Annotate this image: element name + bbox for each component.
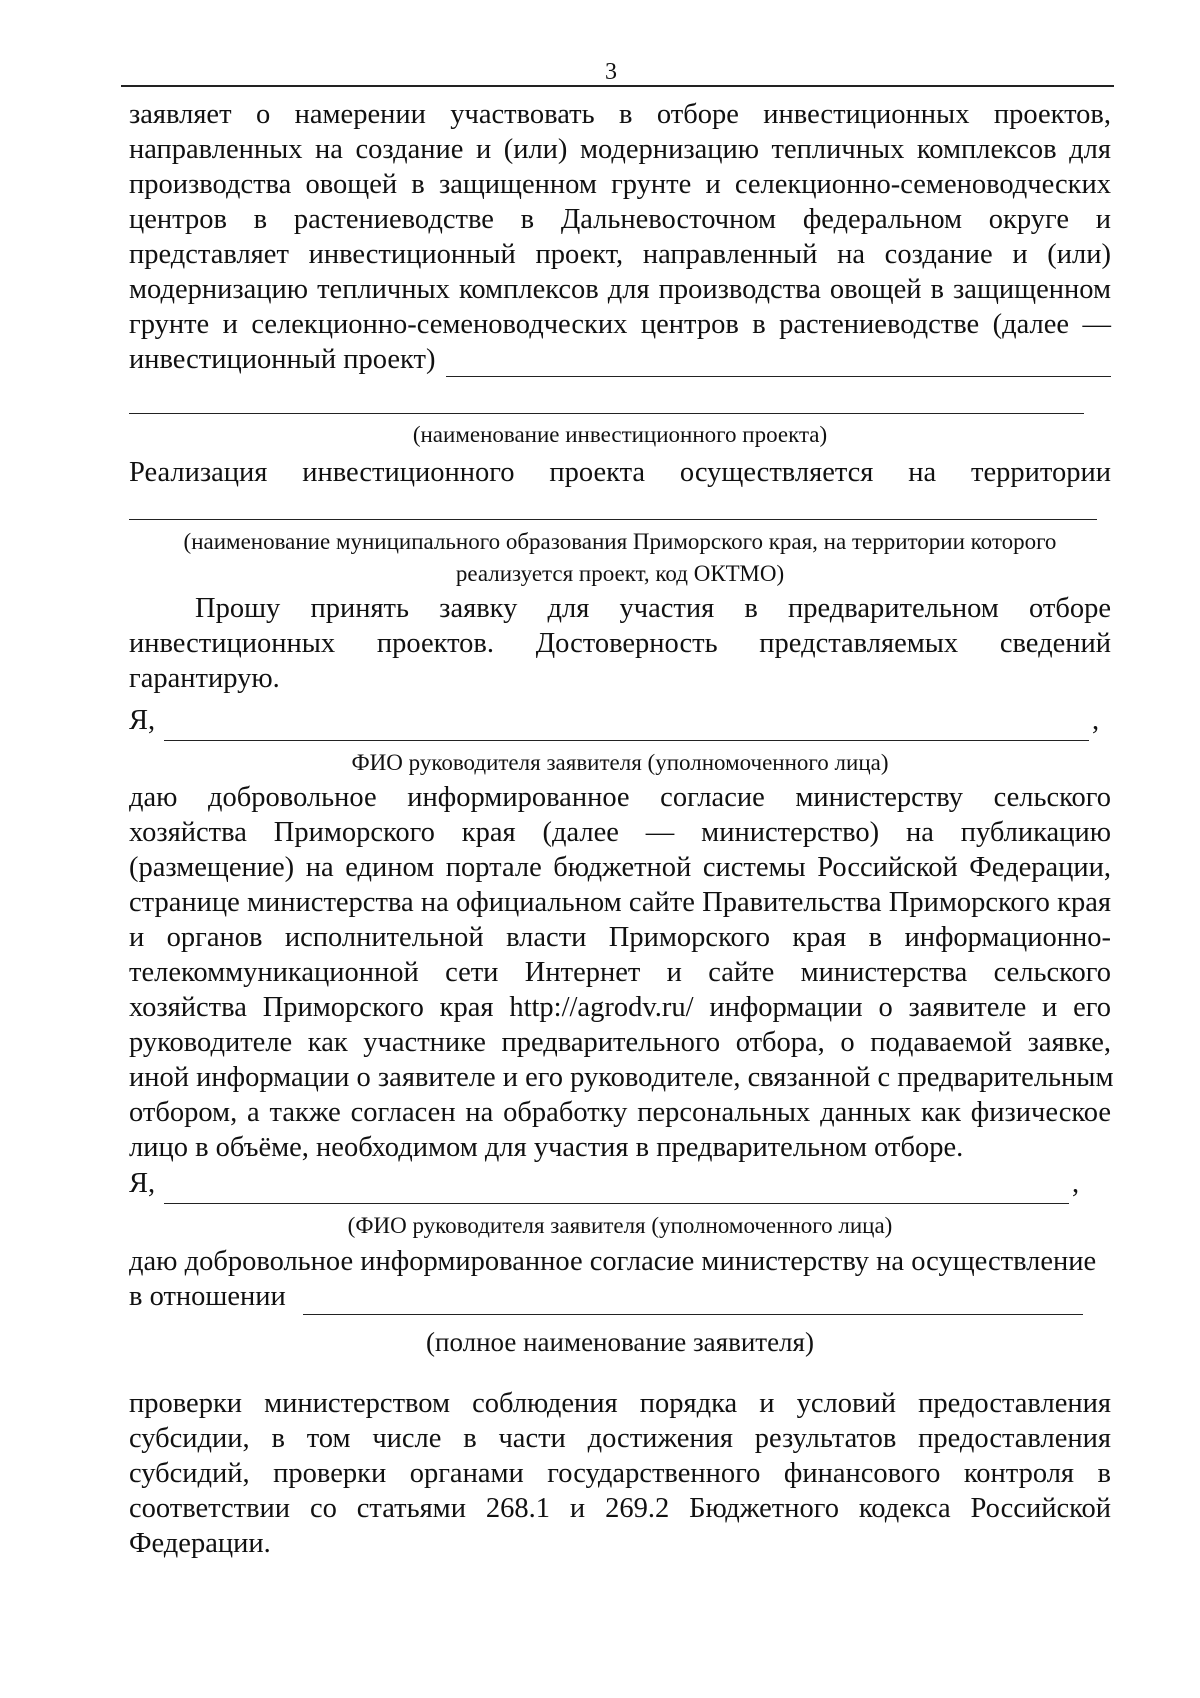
caption-fio-1: ФИО руководителя заявителя (уполномоченного лица) — [351, 750, 889, 775]
text-line: направленных на создание и (или) модернизацию тепличных комплексов для — [129, 134, 1111, 165]
consent2-line: даю добровольное информированное согласие министерству на осуществление — [129, 1246, 1097, 1277]
text-line: проверки министерством соблюдения порядка и условий предоставления — [129, 1388, 1111, 1419]
text-line: телекоммуникационной сети Интернет и сайте министерства сельского — [129, 957, 1111, 988]
in-relation: в отношении — [129, 1281, 286, 1312]
text-line: (размещение) на едином портале бюджетной системы Российской Федерации, — [129, 852, 1111, 883]
caption-municipality-1: (наименование муниципального образования Приморского края, на территории которого — [183, 529, 1057, 554]
text-line: странице министерства на официальном сайте Правительства Приморского края — [129, 887, 1111, 918]
municipality-blank — [129, 519, 1097, 520]
caption-applicant: (полное наименование заявителя) — [426, 1327, 814, 1357]
text-line: иной информации о заявителе и его руководителе, связанной с предварительным — [129, 1062, 1114, 1093]
request-line: Прошу принять заявку для участия в предварительном отборе — [195, 593, 1111, 624]
text-line: руководителе как участнике предварительного отбора, о подаваемой заявке, — [129, 1027, 1111, 1058]
i-prefix-2: Я, — [129, 1168, 156, 1199]
text-line: хозяйства Приморского края (далее — министерство) на публикацию — [129, 817, 1111, 848]
text-line: хозяйства Приморского края http://agrodv.ru/ информации о заявителе и его — [129, 992, 1111, 1023]
project-name-blank — [446, 376, 1111, 377]
territory-line: Реализация инвестиционного проекта осуществляется на территории — [129, 457, 1111, 488]
text-line: производства овощей в защищенном грунте и селекционно-семеноводческих — [129, 169, 1111, 200]
fio-blank-1 — [164, 740, 1089, 741]
comma: , — [1092, 705, 1100, 736]
text-line: субсидии, в том числе в части достижения результатов предоставления — [129, 1423, 1111, 1454]
applicant-blank — [303, 1314, 1083, 1315]
text-line: грунте и селекционно-семеноводческих центров в растениеводстве (далее — — [129, 309, 1111, 340]
caption-municipality-2: реализуется проект, код ОКТМО) — [455, 561, 785, 586]
project-name-blank-2 — [129, 413, 1084, 414]
text-line: заявляет о намерении участвовать в отборе инвестиционных проектов, — [129, 99, 1111, 130]
request-line: гарантирую. — [129, 663, 280, 694]
text-line: соответствии со статьями 268.1 и 269.2 Бюджетного кодекса Российской — [129, 1493, 1111, 1524]
text-line: центров в растениеводстве в Дальневосточном федеральном округе и — [129, 204, 1111, 235]
text-line: даю добровольное информированное согласие министерству сельского — [129, 782, 1111, 813]
text-line: и органов исполнительной власти Приморского края в информационно- — [129, 922, 1111, 953]
text-line: субсидий, проверки органами государственного финансового контроля в — [129, 1458, 1111, 1489]
fio-blank-2 — [164, 1203, 1069, 1204]
text-line: Федерации. — [129, 1528, 271, 1559]
request-line: инвестиционных проектов. Достоверность представляемых сведений — [129, 628, 1111, 659]
caption-project-name: (наименование инвестиционного проекта) — [412, 422, 828, 447]
page-number: 3 — [605, 59, 617, 85]
header-rule — [121, 85, 1114, 87]
text-line: лицо в объёме, необходимом для участия в предварительном отборе. — [129, 1132, 964, 1163]
comma-2: , — [1072, 1168, 1080, 1199]
text-line: модернизацию тепличных комплексов для производства овощей в защищенном — [129, 274, 1111, 305]
text-line: представляет инвестиционный проект, направленный на создание и (или) — [129, 239, 1111, 270]
text-line: инвестиционный проект) — [129, 344, 436, 375]
text-line: отбором, а также согласен на обработку персональных данных как физическое — [129, 1097, 1111, 1128]
caption-fio-2: (ФИО руководителя заявителя (уполномоченного лица) — [347, 1213, 893, 1238]
i-prefix: Я, — [129, 705, 156, 736]
